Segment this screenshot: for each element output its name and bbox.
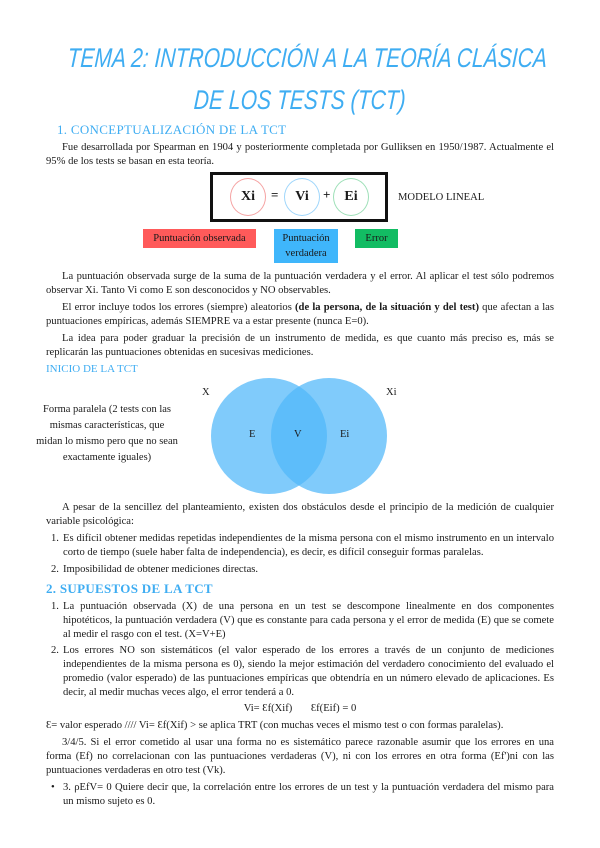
subheading: INICIO DE LA TCT	[46, 363, 138, 375]
paragraph: Fue desarrollada por Spearman en 1904 y posteriormente completada por Gulliksen en 1950/1987. Actualmente el 95% de los tests se basan en esta teoría.	[46, 142, 554, 167]
obstacles-list	[46, 532, 554, 577]
venn-label-xi: Xi	[386, 387, 397, 398]
bullet-text: 3. ρEfV= 0 Quiere decir que, la correlación entre los errores de un test y la puntuación verdadera del mismo para un mismo sujeto es 0.	[63, 782, 554, 807]
document-body	[36, 121, 554, 809]
page-title-line1-wrap	[0, 42, 600, 74]
list-text: Es difícil obtener medidas repetidas independientes de la misma persona con el mismo instrumento en un intervalo corto de tiempo (suele haber falta de independencia), es decir, es difícil conseguir formas paralelas.	[63, 533, 554, 558]
label-observed: Puntuación observada	[143, 229, 256, 248]
vi-circle: Vi	[284, 178, 320, 216]
bold-text: (de la persona, de la situación y del test)	[295, 302, 479, 313]
venn-circle-xi	[271, 378, 387, 494]
list-item	[46, 563, 554, 577]
venn-label-x: X	[202, 387, 210, 398]
paragraph: A pesar de la sencillez del planteamiento, existen dos obstáculos desde el principio de la medición de cualquier variable psicológica:	[46, 502, 554, 527]
list-number: 1.	[51, 533, 59, 544]
venn-note: Forma paralela (2 tests con las mismas características, que midan lo mismo pero que no sean exactamente iguales)	[36, 404, 178, 463]
page-title-line2: DE LOS TESTS (TCT)	[193, 85, 407, 115]
list-item	[46, 600, 554, 642]
section1-heading: 1. CONCEPTUALIZACIÓN DE LA TCT	[57, 122, 287, 137]
page-title-line2-wrap	[0, 84, 600, 116]
equals-sign: =	[271, 187, 279, 202]
xi-circle: Xi	[230, 178, 266, 216]
page-title-line1: TEMA 2: INTRODUCCIÓN A LA TEORÍA CLÁSICA	[66, 43, 548, 73]
list-number: 2.	[51, 564, 59, 575]
ei-circle: Ei	[333, 178, 369, 216]
plus-sign: +	[323, 187, 331, 202]
paragraph: La puntuación observada surge de la suma de la puntuación verdadera y el error. Al aplicar el test sólo podremos observar Xi. Tanto Vi como E son desconocidos y NO observables.	[46, 271, 554, 296]
paragraph: La idea para poder graduar la precisión de un instrumento de medida, es que cuanto más preciso es, más se replicarán las puntuaciones obtenidas en sucesivas mediciones.	[46, 333, 554, 358]
text: El error incluye todos los errores (siempre) aleatorios	[62, 302, 296, 313]
venn-v: V	[294, 429, 302, 440]
bullet-item	[46, 781, 554, 809]
list-number: 1.	[51, 601, 59, 612]
bullet-icon: •	[51, 782, 55, 793]
paragraph: Ɛ= valor esperado //// Vi= Ɛf(Xif) > se aplica TRT (con muchas veces el mismo test o con formas paralelas).	[46, 720, 504, 731]
formula: Vi= Ɛf(Xif) Ɛf(Eif) = 0	[243, 703, 357, 714]
list-item	[46, 644, 554, 700]
label-error: Error	[355, 229, 398, 248]
list-text: Imposibilidad de obtener mediciones directas.	[63, 564, 259, 575]
paragraph	[46, 301, 554, 329]
venn-e: E	[249, 429, 256, 440]
paragraph: 3/4/5. Si el error cometido al usar una forma no es sistemático parece razonable asumir que los errores en una forma (Ef) no correlacionan con las puntuaciones verdaderas (V), ni con los errores en otra forma (Ef')ni con las puntuaciones verdaderas en otro test (Vk).	[46, 737, 554, 776]
text: que afectan a las puntuaciones empíricas, además SIEMPRE va a estar presente (nunca E=0).	[46, 302, 554, 327]
venn-area	[36, 376, 554, 498]
label-true: Puntuación verdadera	[274, 229, 338, 263]
linear-model-box	[210, 172, 388, 222]
list-item	[46, 532, 554, 560]
linear-model-area	[46, 169, 554, 267]
assumptions-list	[46, 600, 554, 700]
list-number: 2.	[51, 645, 59, 656]
model-label: MODELO LINEAL	[398, 192, 485, 203]
list-text: Los errores NO son sistemáticos (el valor esperado de los errores a través de un conjunto de mediciones independientes de la misma persona es 0), siendo la mejor estimación del verdadero conocimiento del evaluado el promedio (valor esperado) de las puntuaciones empíricas que obtendría en un número elevado de aplicaciones. Es decir, al medir muchas veces algo, el error tenderá a 0.	[63, 645, 554, 698]
section2-heading: 2. SUPUESTOS DE LA TCT	[46, 581, 213, 596]
venn-ei: Ei	[340, 429, 350, 440]
list-text: La puntuación observada (X) de una persona en un test se descompone linealmente en dos componentes hipotéticos, la puntuación verdadera (V) que es constante para cada persona y el error de medida (E) que se comete al medir el rasgo con el test. (X=V+E)	[63, 601, 554, 640]
